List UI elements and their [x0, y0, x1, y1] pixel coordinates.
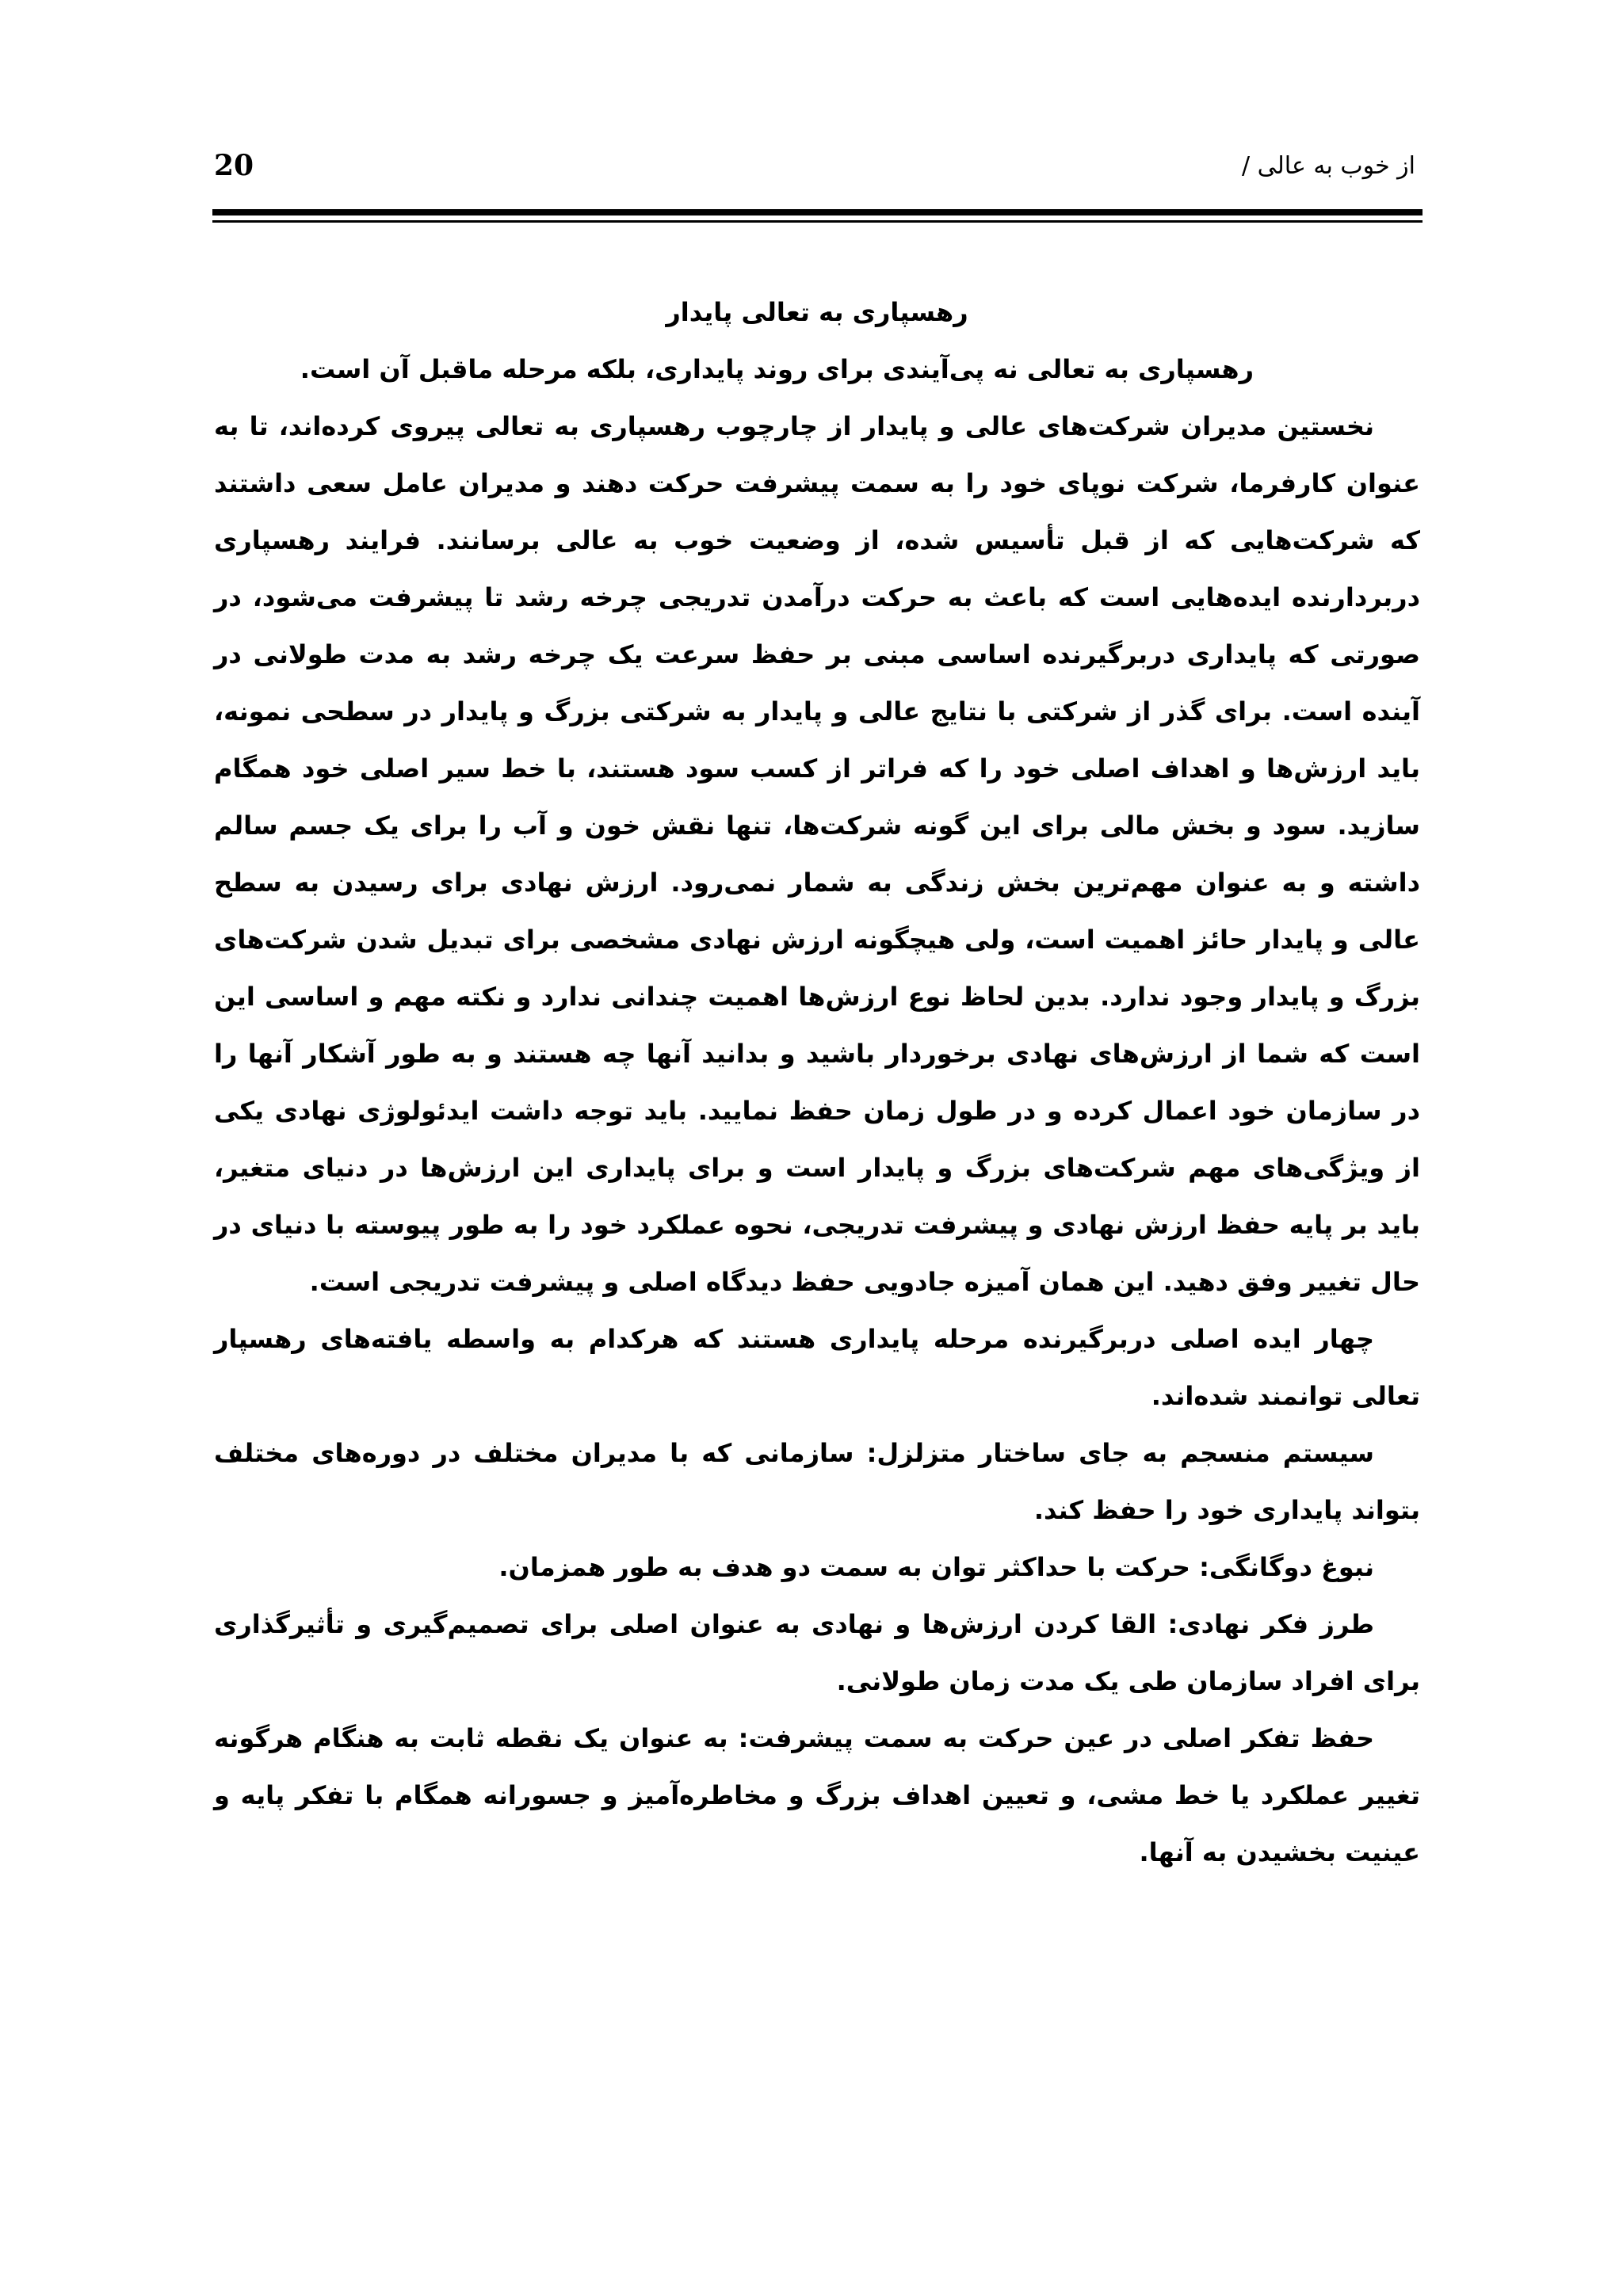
- paragraph-lead: رهسپاری به تعالی نه پی‌آیندی برای روند پایداری، بلکه مرحله ماقبل آن است.: [300, 354, 1254, 384]
- paragraph-four-ideas: چهار ایده اصلی دربرگیرنده مرحله پایداری هستند که هرکدام به واسطه یافته‌های رهسپار تعالی توانمند شده‌اند.: [214, 1324, 1420, 1411]
- paragraph-idea-mindset: طرز فکر نهادی: القا کردن ارزش‌ها و نهادی به عنوان اصلی برای تصمیم‌گیری و تأثیرگذاری برای افراد سازمان طی یک مدت زمان طولانی.: [214, 1609, 1420, 1696]
- page-content: [214, 284, 1420, 1881]
- paragraph-idea-duality: نبوغ دوگانگی: حرکت با حداکثر توان به سمت دو هدف به طور همزمان.: [498, 1552, 1374, 1582]
- paragraph-idea-system: سیستم منسجم به جای ساختار متزلزل: سازمانی که با مدیران مختلف در دوره‌های مختلف بتواند پایداری خود را حفظ کند.: [214, 1438, 1420, 1525]
- page-number: 20: [214, 149, 254, 182]
- section-heading: رهسپاری به تعالی پایدار: [666, 297, 968, 327]
- running-header-title: از خوب به عالی /: [1242, 152, 1415, 180]
- header-rule-thick: [212, 209, 1423, 215]
- paragraph-idea-core: حفظ تفکر اصلی در عین حرکت به سمت پیشرفت: به عنوان یک نقطه ثابت به هنگام هرگونه تغییر عملکرد یا خط مشی، و تعیین اهداف بزرگ و مخاطره‌آمیز و جسورانه همگام با تفکر پایه و عینیت بخشیدن به آنها.: [214, 1723, 1420, 1867]
- header-rule-thin: [212, 220, 1423, 223]
- paragraph-main: نخستین مدیران شرکت‌های عالی و پایدار از چارچوب رهسپاری به تعالی پیروی کرده‌اند، تا به عنوان کارفرما، شرکت نوپای خود را به سمت پیشرفت حرکت دهند و مدیران عامل سعی داشتند که شرکت‌هایی که از قبل تأسیس شده، از وضعیت خوب به عالی برسانند. فرایند رهسپاری دربردارنده ایده‌هایی است که باعث به حرکت درآمدن تدریجی چرخه رشد تا پیشرفت می‌شود، در صورتی که پایداری دربرگیرنده اساسی مبنی بر حفظ سرعت یک چرخه رشد به مدت طولانی در آینده است. برای گذر از شرکتی با نتایج عالی و پایدار به شرکتی بزرگ و پایدار در سطحی نمونه، باید ارزش‌ها و اهداف اصلی خود را که فراتر از کسب سود هستند، با خط سیر اصلی خود همگام سازید. سود و بخش مالی برای این گونه شرکت‌ها، تنها نقش خون و آب را برای یک جسم سالم داشته و به عنوان مهم‌ترین بخش زندگی به شمار نمی‌رود. ارزش نهادی برای رسیدن به سطح عالی و پایدار حائز اهمیت است، ولی هیچگونه ارزش نهادی مشخصی برای تبدیل شدن شرکت‌های بزرگ و پایدار وجود ندارد. بدین لحاظ نوع ارزش‌ها اهمیت چندانی ندارد و نکته مهم و اساسی این است که شما از ارزش‌های نهادی برخوردار باشید و بدانید آنها چه هستند و به طور آشکار آنها را در سازمان خود اعمال کرده و در طول زمان حفظ نمایید. باید توجه داشت ایدئولوژی نهادی یکی از ویژگی‌های مهم شرکت‌های بزرگ و پایدار است و برای پایداری این ارزش‌ها در دنیای متغیر، باید بر پایه حفظ ارزش نهادی و پیشرفت تدریجی، نحوه عملکرد خود را به طور پیوسته با دنیای در حال تغییر وفق دهید. این همان آمیزه جادویی حفظ دیدگاه اصلی و پیشرفت تدریجی است.: [214, 411, 1420, 1297]
